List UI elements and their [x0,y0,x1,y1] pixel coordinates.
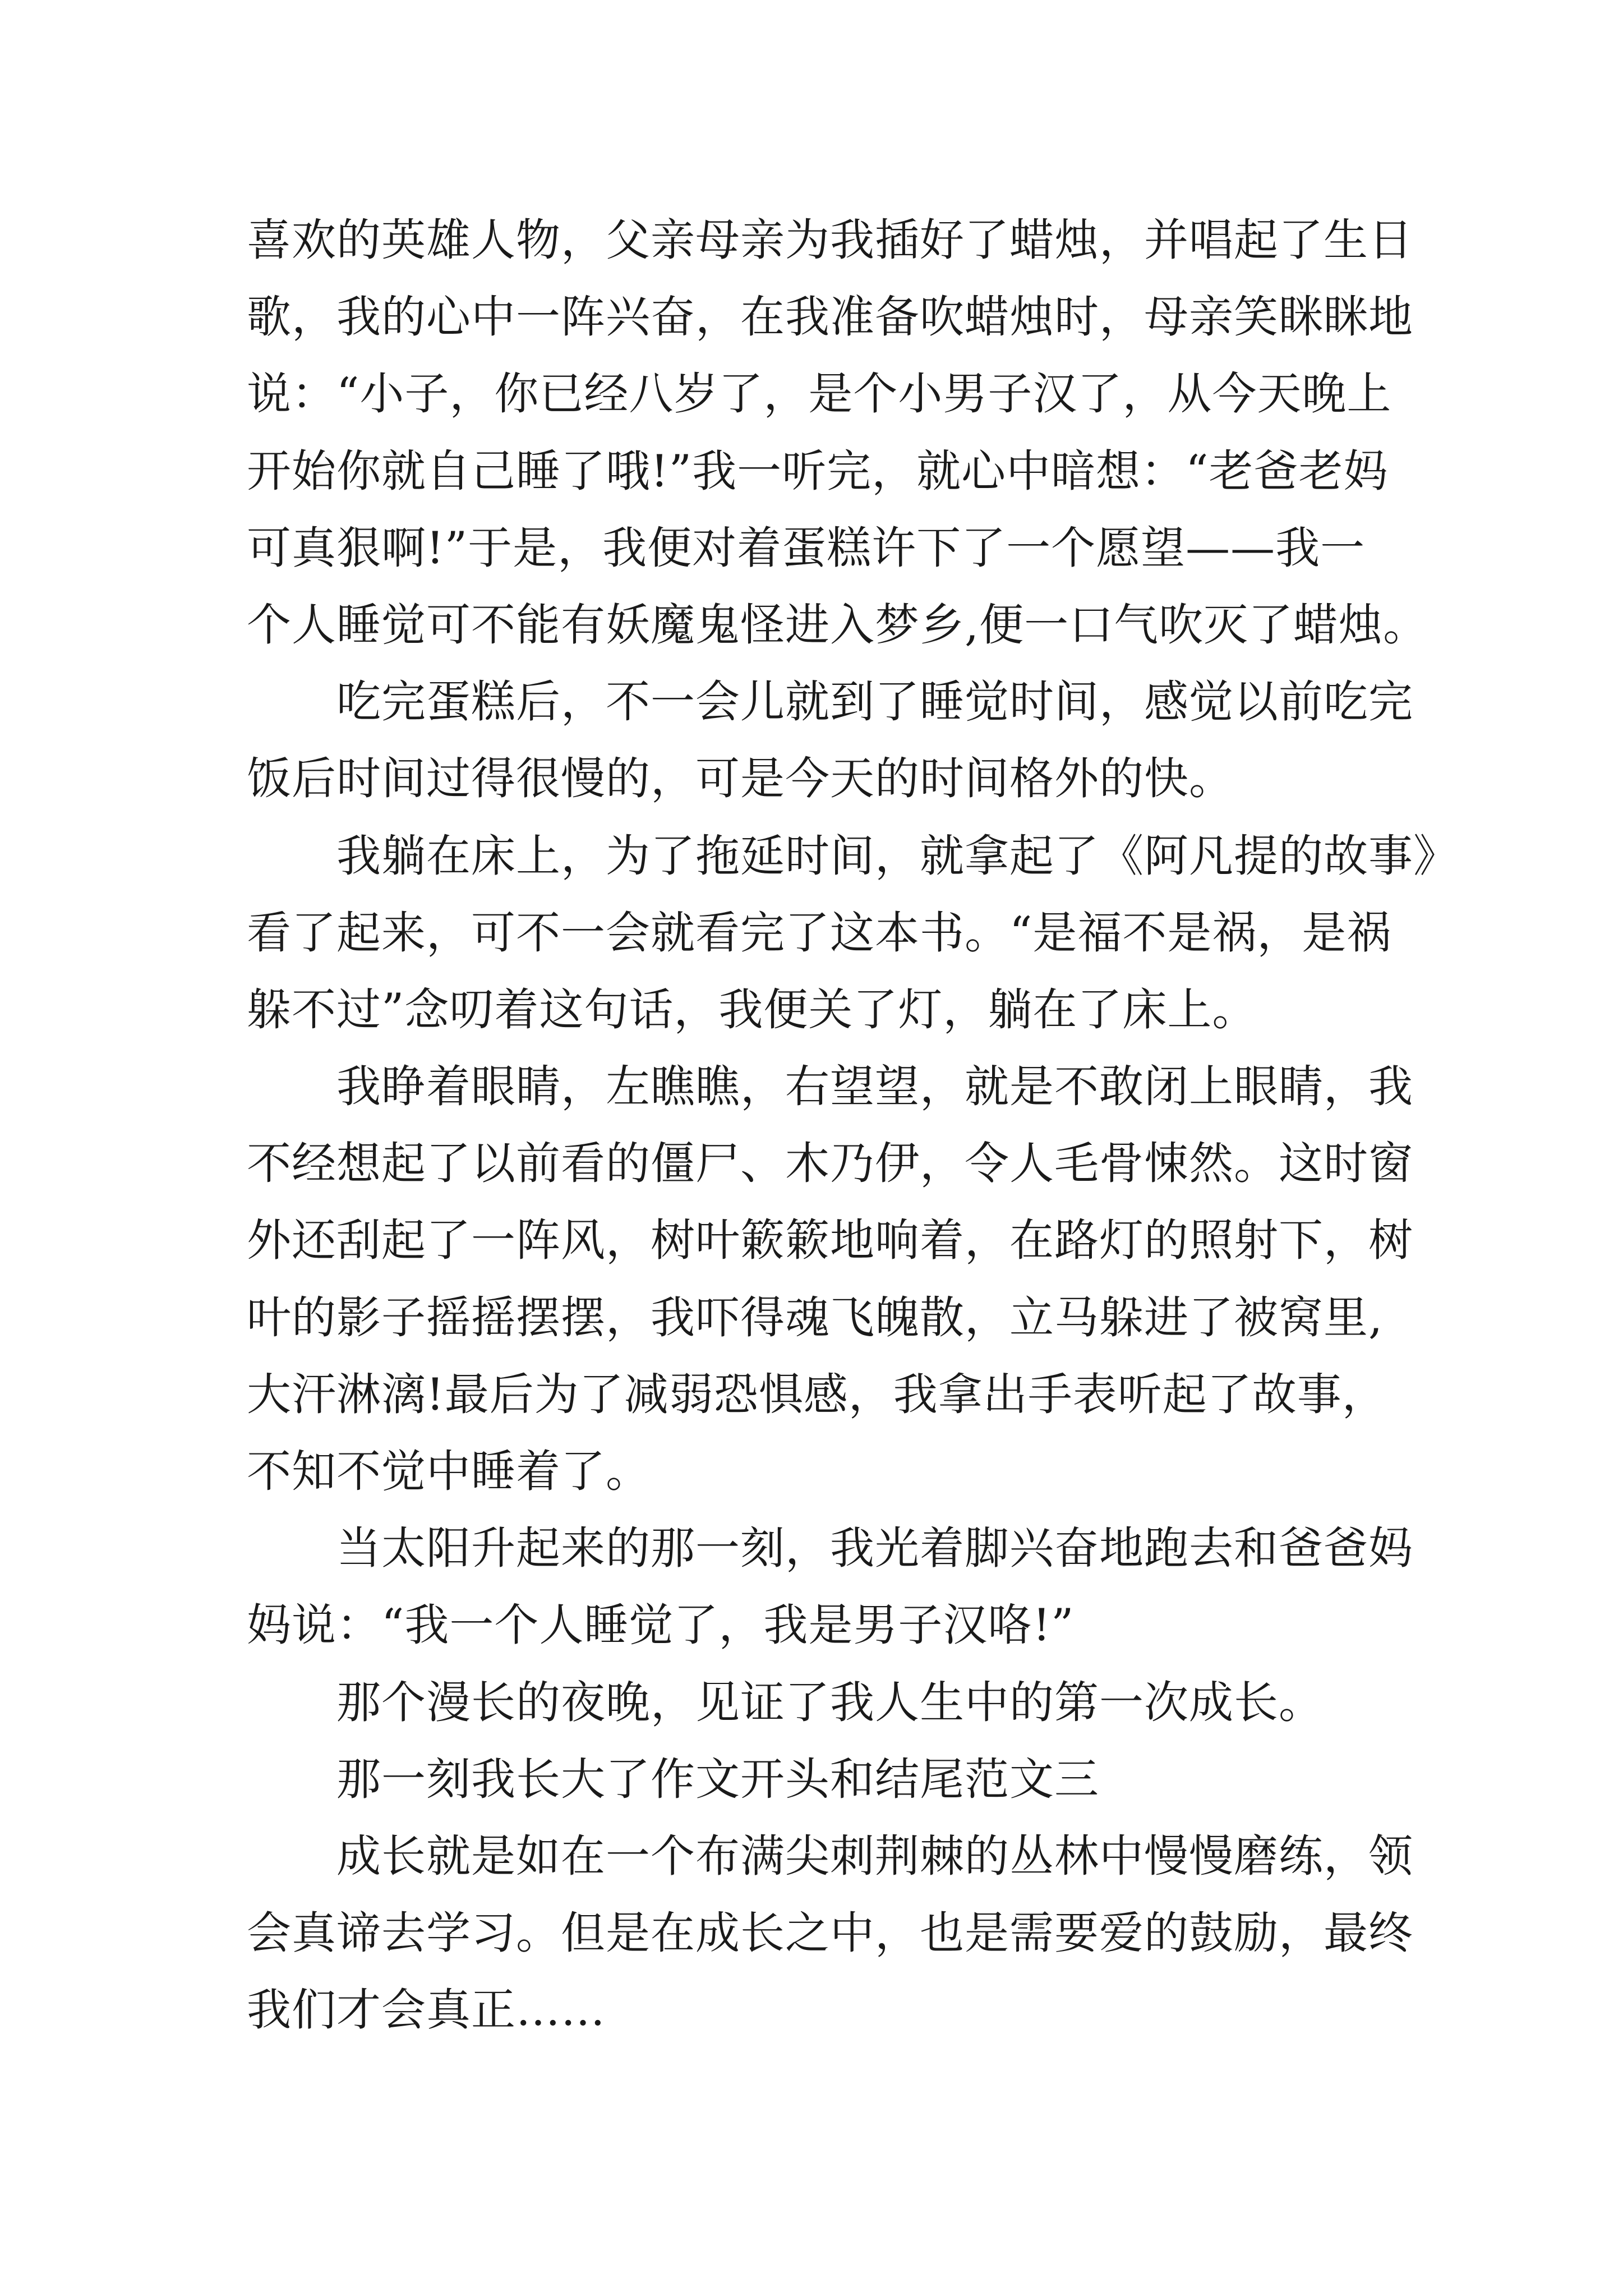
text-line: 说：“小子，你已经八岁了，是个小男子汉了，从今天晚上 [247,368,1392,420]
text-line: 歌，我的心中一阵兴奋，在我准备吹蜡烛时，母亲笑眯眯地 [247,291,1413,343]
text-line: 喜欢的英雄人物，父亲母亲为我插好了蜡烛，并唱起了生日 [247,214,1413,266]
text-line: 看了起来，可不一会就看完了这本书。“是福不是祸，是祸 [247,907,1392,959]
body-text [247,202,1458,2049]
paragraph-start-line: 成长就是如在一个布满尖刺荆棘的丛林中慢慢磨练，领 [336,1830,1413,1882]
text-line: 饭后时间过得很慢的，可是今天的时间格外的快。 [247,753,1234,805]
text-line: 个人睡觉可不能有妖魔鬼怪进入梦乡,便一口气吹灭了蜡烛。 [247,599,1428,651]
paragraph-start-line: 我躺在床上，为了拖延时间，就拿起了《阿凡提的故事》 [336,830,1458,882]
paragraph-start-line: 那个漫长的夜晚，见证了我人生中的第一次成长。 [336,1676,1324,1728]
paragraph-start-line: 我睁着眼睛，左瞧瞧，右望望，就是不敢闭上眼睛，我 [336,1061,1413,1113]
text-line: 躲不过”念叨着这句话，我便关了灯，躺在了床上。 [247,983,1257,1036]
text-line: 不经想起了以前看的僵尸、木乃伊，令人毛骨悚然。这时窗 [247,1138,1413,1190]
text-line: 外还刮起了一阵风，树叶簌簌地响着，在路灯的照射下，树 [247,1214,1413,1267]
section-heading: 那一刻我长大了作文开头和结尾范文三 [336,1753,1099,1805]
text-line: 妈说：“我一个人睡觉了，我是男子汉咯!” [247,1599,1075,1651]
text-line: 不知不觉中睡着了。 [247,1446,651,1497]
text-line: 叶的影子摇摇摆摆，我吓得魂飞魄散，立马躲进了被窝里, [247,1291,1384,1343]
text-line: 我们才会真正…… [247,1984,606,2036]
text-line: 开始你就自己睡了哦!”我一听完，就心中暗想：“老爸老妈 [247,445,1389,497]
paragraph-start-line: 当太阳升起来的那一刻，我光着脚兴奋地跑去和爸爸妈 [336,1522,1413,1575]
text-line: 可真狠啊!”于是，我便对着蛋糕许下了一个愿望——我一 [247,522,1366,574]
paragraph-start-line: 吃完蛋糕后，不一会儿就到了睡觉时间，感觉以前吃完 [336,676,1413,728]
text-line: 大汗淋漓!最后为了减弱恐惧感，我拿出手表听起了故事， [247,1368,1387,1420]
text-line: 会真谛去学习。但是在成长之中，也是需要爱的鼓励，最终 [247,1907,1413,1959]
